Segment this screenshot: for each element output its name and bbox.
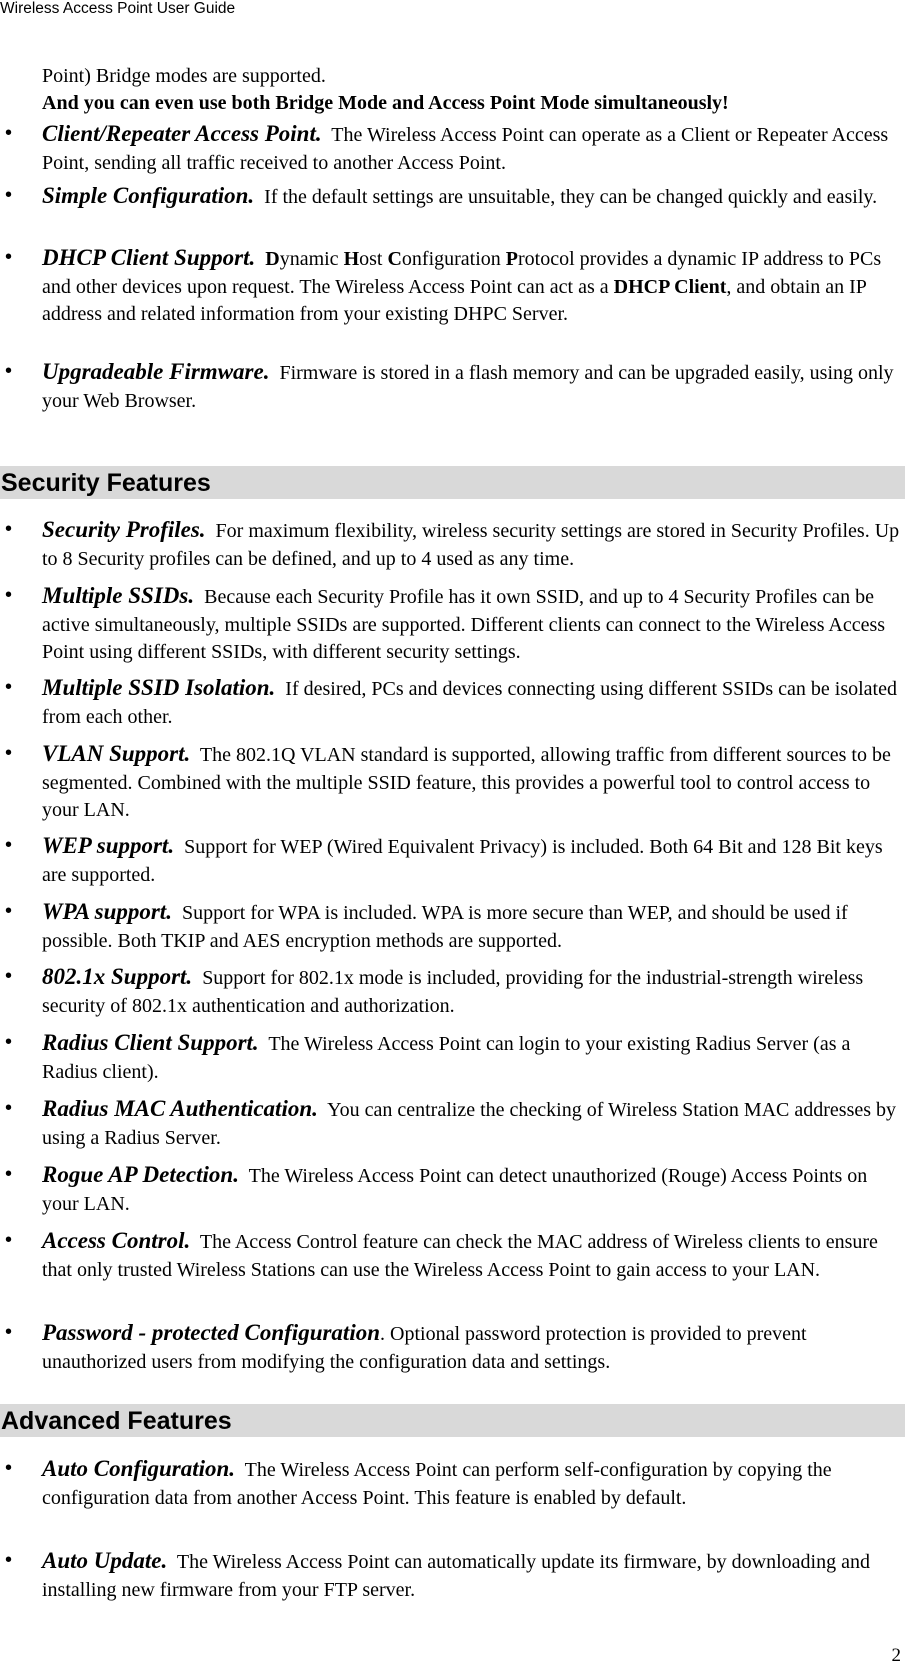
feature-desc: Because each Security Profile has it own SSID, and up to 4 Security Profiles can be active simultaneously, multiple SSIDs are supported. Different clients can connect to the Wireless Access Point using different SSIDs, with different security settings. bbox=[42, 586, 886, 663]
acronym-letter: H bbox=[343, 248, 360, 270]
feature-desc: The 802.1Q VLAN standard is supported, allowing traffic from different sources to be segmented. Combined with the multiple SSID feature, this provides a powerful tool to control access to your LAN. bbox=[42, 744, 891, 821]
feature-desc: Support for WEP (Wired Equivalent Privacy) is included. Both 64 Bit and 128 Bit keys are supported. bbox=[42, 836, 883, 886]
feature-term: WPA support. bbox=[42, 899, 172, 924]
intro-line: Point) Bridge modes are supported. bbox=[42, 65, 326, 87]
desc-emphasis: DHCP Client bbox=[613, 275, 727, 298]
feature-desc: If desired, PCs and devices connecting using different SSIDs can be isolated from each other. bbox=[42, 678, 897, 728]
feature-term: Upgradeable Firmware. bbox=[42, 359, 270, 384]
feature-term: Client/Repeater Access Point. bbox=[42, 121, 322, 146]
feature-radius-mac-authentication bbox=[5, 1095, 905, 1152]
bullet-icon: • bbox=[5, 584, 13, 606]
feature-wep-support bbox=[5, 832, 905, 889]
feature-wpa-support bbox=[5, 898, 905, 955]
bullet-icon: • bbox=[5, 1321, 13, 1343]
feature-term: WEP support. bbox=[42, 833, 175, 858]
feature-term: DHCP Client Support. bbox=[42, 245, 256, 270]
feature-term: Simple Configuration. bbox=[42, 183, 255, 208]
feature-term: Multiple SSIDs. bbox=[42, 583, 195, 608]
feature-term: 802.1x Support. bbox=[42, 964, 193, 989]
intro-paragraph bbox=[42, 63, 905, 117]
bullet-icon: • bbox=[5, 518, 13, 540]
feature-client-repeater bbox=[5, 120, 905, 177]
bullet-icon: • bbox=[5, 1549, 13, 1571]
feature-vlan-support bbox=[5, 740, 905, 825]
feature-radius-client-support bbox=[5, 1029, 905, 1086]
feature-security-profiles bbox=[5, 516, 905, 573]
feature-desc: Support for 802.1x mode is included, providing for the industrial-strength wireless security of 802.1x authentication and authorization. bbox=[42, 967, 864, 1017]
desc-fragment: , and obtain an IP address and related information from your existing DHPC Server. bbox=[42, 275, 867, 325]
feature-desc: Firmware is stored in a flash memory and can be upgraded easily, using only your Web Browser. bbox=[42, 362, 894, 412]
bullet-icon: • bbox=[5, 184, 13, 206]
feature-multiple-ssids bbox=[5, 582, 905, 667]
feature-term: Security Profiles. bbox=[42, 517, 206, 542]
section-advanced-features bbox=[0, 1404, 905, 1437]
bullet-icon: • bbox=[5, 1163, 13, 1185]
desc-fragment: ynamic bbox=[279, 248, 344, 270]
desc-fragment: onfiguration bbox=[401, 248, 506, 270]
desc-fragment: ost bbox=[359, 248, 388, 270]
bullet-icon: • bbox=[5, 1229, 13, 1251]
feature-desc: You can centralize the checking of Wireless Station MAC addresses by using a Radius Server. bbox=[42, 1099, 897, 1149]
feature-desc: The Wireless Access Point can perform self-configuration by copying the configuration data from another Access Point. This feature is enabled by default. bbox=[42, 1459, 832, 1509]
feature-auto-configuration bbox=[5, 1455, 905, 1512]
feature-desc: The Wireless Access Point can detect unauthorized (Rouge) Access Points on your LAN. bbox=[42, 1165, 868, 1215]
acronym-letter: D bbox=[265, 248, 280, 270]
feature-desc: If the default settings are unsuitable, they can be changed quickly and easily. bbox=[264, 186, 878, 208]
feature-multiple-ssid-isolation bbox=[5, 674, 905, 731]
feature-term: Radius Client Support. bbox=[42, 1030, 259, 1055]
bullet-icon: • bbox=[5, 676, 13, 698]
feature-term: Auto Configuration. bbox=[42, 1456, 236, 1481]
feature-rogue-ap-detection bbox=[5, 1161, 905, 1218]
bullet-icon: • bbox=[5, 834, 13, 856]
section-heading: Advanced Features bbox=[1, 1407, 232, 1435]
bullet-icon: • bbox=[5, 1031, 13, 1053]
acronym-letter: P bbox=[505, 248, 519, 270]
acronym-letter: C bbox=[387, 248, 402, 270]
page-header: Wireless Access Point User Guide bbox=[0, 0, 236, 17]
feature-upgradeable-firmware bbox=[5, 358, 905, 415]
feature-term: Password - protected Configuration bbox=[42, 1320, 381, 1345]
bullet-icon: • bbox=[5, 1097, 13, 1119]
feature-desc: The Wireless Access Point can operate as a Client or Repeater Access Point, sending all traffic received to another Access Point. bbox=[42, 124, 889, 174]
section-security-features bbox=[0, 466, 905, 499]
desc-fragment: rotocol provides a dynamic IP address to PCs and other devices upon request. The Wireless Access Point can act as a bbox=[42, 248, 882, 298]
feature-term: Radius MAC Authentication. bbox=[42, 1096, 318, 1121]
feature-term: Access Control. bbox=[42, 1228, 191, 1253]
feature-password-protected-configuration bbox=[5, 1319, 905, 1376]
page-number: 2 bbox=[891, 1645, 901, 1666]
feature-term: Multiple SSID Isolation. bbox=[42, 675, 276, 700]
feature-dhcp-client bbox=[5, 244, 905, 329]
feature-desc: The Wireless Access Point can login to your existing Radius Server (as a Radius client). bbox=[42, 1033, 851, 1083]
feature-desc: . Optional password protection is provided to prevent unauthorized users from modifying the configuration data and settings. bbox=[42, 1323, 807, 1373]
bullet-icon: • bbox=[5, 360, 13, 382]
feature-desc: The Access Control feature can check the MAC address of Wireless clients to ensure that only trusted Wireless Stations can use the Wireless Access Point to gain access to your LAN. bbox=[42, 1231, 878, 1281]
feature-access-control bbox=[5, 1227, 905, 1284]
feature-desc: Support for WPA is included. WPA is more secure than WEP, and should be used if possible. Both TKIP and AES encryption methods are supported. bbox=[42, 902, 848, 952]
bullet-icon: • bbox=[5, 246, 13, 268]
bullet-icon: • bbox=[5, 122, 13, 144]
feature-simple-configuration bbox=[5, 182, 905, 212]
feature-auto-update bbox=[5, 1547, 905, 1604]
feature-8021x-support bbox=[5, 963, 905, 1020]
bullet-icon: • bbox=[5, 1457, 13, 1479]
feature-desc: For maximum flexibility, wireless security settings are stored in Security Profiles. Up to 8 Security profiles can be defined, and up to 4 used as any time. bbox=[42, 520, 900, 570]
feature-term: Rogue AP Detection. bbox=[42, 1162, 239, 1187]
feature-term: Auto Update. bbox=[42, 1548, 168, 1573]
bullet-icon: • bbox=[5, 965, 13, 987]
feature-term: VLAN Support. bbox=[42, 741, 191, 766]
bullet-icon: • bbox=[5, 900, 13, 922]
section-heading: Security Features bbox=[1, 469, 211, 497]
bullet-icon: • bbox=[5, 742, 13, 764]
feature-desc: The Wireless Access Point can automatically update its firmware, by downloading and installing new firmware from your FTP server. bbox=[42, 1551, 870, 1601]
intro-emphasis: And you can even use both Bridge Mode and Access Point Mode simultaneously! bbox=[42, 92, 729, 114]
